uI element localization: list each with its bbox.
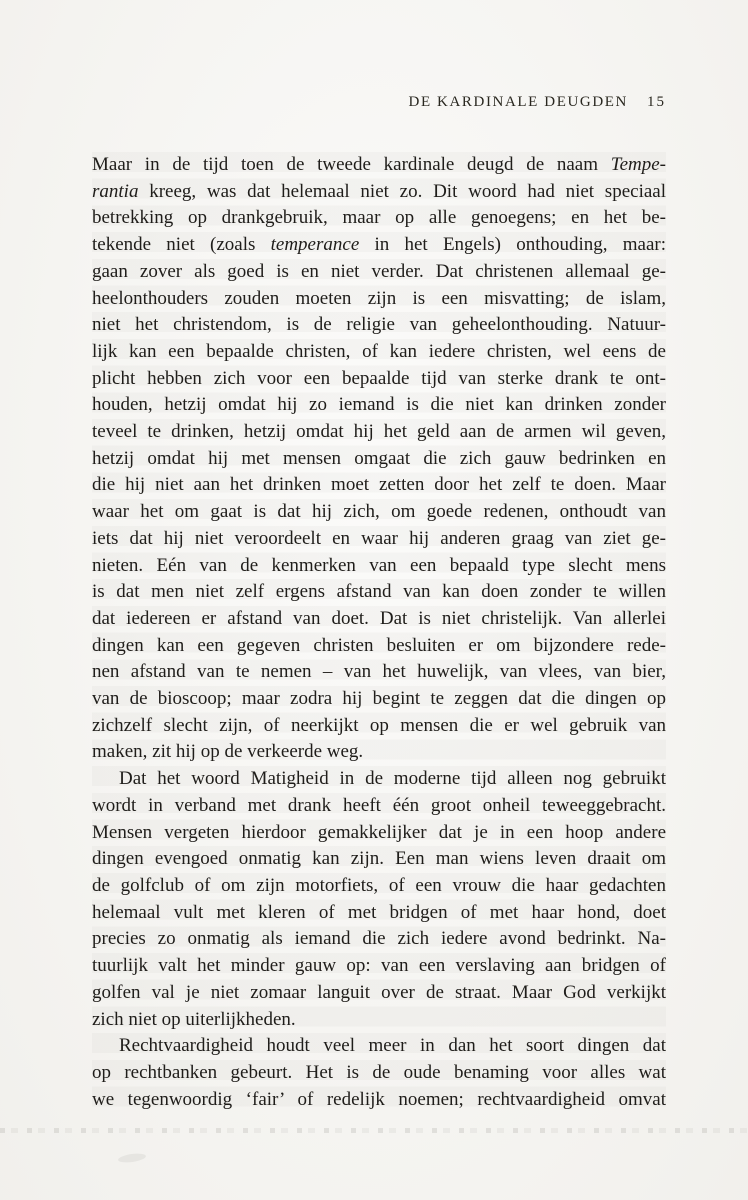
text-segment: plicht hebben zich voor een bepaalde tijd van sterke drank te ont- [92,367,666,389]
text-segment: we tegenwoordig ‘fair’ of redelijk noemen; rechtvaardigheid omvat [92,1088,666,1110]
text-segment: tekende niet (zoals [92,234,271,256]
text-segment: Dat het woord Matigheid in de moderne tijd alleen nog gebruikt [119,768,666,790]
text-segment: golfen val je niet zomaar languit over de straat. Maar God verkijkt [92,981,666,1003]
text-segment: is dat men niet zelf ergens afstand van kan doen zonder te willen [92,581,666,603]
text-segment: waar het om gaat is dat hij zich, om goede redenen, onthoudt van [92,501,666,523]
text-segment: teveel te drinken, hetzij omdat hij het geld aan de armen wil geven, [92,421,666,443]
text-segment: helemaal vult met kleren of met bridgen of met haar hond, doet [92,901,666,923]
paragraph [92,1033,666,1113]
text-line [92,179,666,206]
text-line [92,1060,666,1087]
text-line [92,686,666,713]
text-line [92,606,666,633]
text-line [92,1087,666,1114]
text-segment: Maar in de tijd toen de tweede kardinale deugd de naam [92,154,611,175]
text-segment: zich niet op uiterlijkheden. [92,1008,296,1030]
running-header [92,94,666,111]
text-line [92,499,666,526]
text-segment: hetzij omdat hij met mensen omgaat die zich gauw bedrinken en [92,447,666,469]
text-segment: dingen evengoed onmatig kan zijn. Een man wiens leven draait om [92,848,666,870]
text-segment: de golfclub of om zijn motorfiets, of een vrouw die haar gedachten [92,874,666,896]
page-number: 15 [647,94,666,110]
text-line [92,633,666,660]
text-segment: heelonthouders zouden moeten zijn is een misvatting; de islam, [92,287,666,309]
text-segment: niet het christendom, is de religie van geheelonthouding. Natuur- [92,314,666,336]
text-line [92,659,666,686]
text-line [92,793,666,820]
text-line [92,579,666,606]
text-line [92,472,666,499]
italic-text-segment: rantia [92,180,139,202]
text-segment: in het Engels) onthouding, maar: [359,234,666,256]
text-line [92,152,666,179]
text-segment: precies zo onmatig als iemand die zich iedere avond bedrinkt. Na- [92,928,666,950]
text-line [92,900,666,927]
text-line [92,339,666,366]
text-line [92,259,666,286]
text-line [92,419,666,446]
text-line [92,312,666,339]
text-segment: houden, hetzij omdat hij zo iemand is die niet kan drinken zonder [92,394,666,416]
text-line [92,553,666,580]
text-segment: op rechtbanken gebeurt. Het is de oude benaming voor alles wat [92,1061,666,1083]
text-block [92,152,666,1113]
text-line [92,392,666,419]
text-line [92,713,666,740]
chapter-title: DE KARDINALE DEUGDEN [408,94,628,110]
paragraph [92,766,666,1033]
text-segment: maken, zit hij op de verkeerde weg. [92,741,364,763]
text-line [92,366,666,393]
text-segment: kreeg, was dat helemaal niet zo. Dit woord had niet speciaal [138,180,666,202]
text-line [92,873,666,900]
text-segment: Mensen vergeten hierdoor gemakkelijker dat je in een hoop andere [92,821,666,843]
text-line [92,1033,666,1060]
italic-text-segment: Tempe- [610,154,666,175]
text-segment: van de bioscoop; maar zodra hij begint te zeggen dat die dingen op [92,688,666,710]
text-segment: nieten. Eén van de kenmerken van een bepaald type slecht mens [92,554,666,576]
paragraph [92,152,666,766]
text-segment: nen afstand van te nemen – van het huwelijk, van vlees, van bier, [92,661,666,683]
text-line [92,1007,666,1034]
text-segment: dat iedereen er afstand van doet. Dat is niet christelijk. Van allerlei [92,607,666,629]
text-line [92,286,666,313]
text-line [92,446,666,473]
text-segment: dingen kan een gegeven christen besluiten er om bijzondere rede- [92,634,666,656]
text-segment: Rechtvaardigheid houdt veel meer in dan het soort dingen dat [119,1035,666,1057]
text-line [92,766,666,793]
text-line [92,739,666,766]
text-segment: iets dat hij niet veroordeelt en waar hij anderen graag van ziet ge- [92,527,666,549]
text-line [92,205,666,232]
text-segment: tuurlijk valt het minder gauw op: van een verslaving aan bridgen of [92,955,666,977]
text-line [92,980,666,1007]
text-line [92,953,666,980]
text-line [92,232,666,259]
text-segment: lijk kan een bepaalde christen, of kan iedere christen, wel eens de [92,340,666,362]
text-line [92,820,666,847]
scan-smudge-artifact [118,1152,147,1164]
scan-noise-artifact [0,1128,748,1133]
text-line [92,846,666,873]
text-segment: wordt in verband met drank heeft één groot onheil teweeggebracht. [92,794,666,816]
italic-text-segment: temperance [270,234,360,256]
text-line [92,526,666,553]
text-segment: zichzelf slecht zijn, of neerkijkt op mensen die er wel gebruik van [92,714,666,736]
text-line [92,926,666,953]
text-segment: die hij niet aan het drinken moet zetten door het zelf te doen. Maar [92,474,666,496]
text-segment: gaan zover als goed is en niet verder. Dat christenen allemaal ge- [92,260,666,282]
text-segment: betrekking op drankgebruik, maar op alle genoegens; en het be- [92,207,666,229]
